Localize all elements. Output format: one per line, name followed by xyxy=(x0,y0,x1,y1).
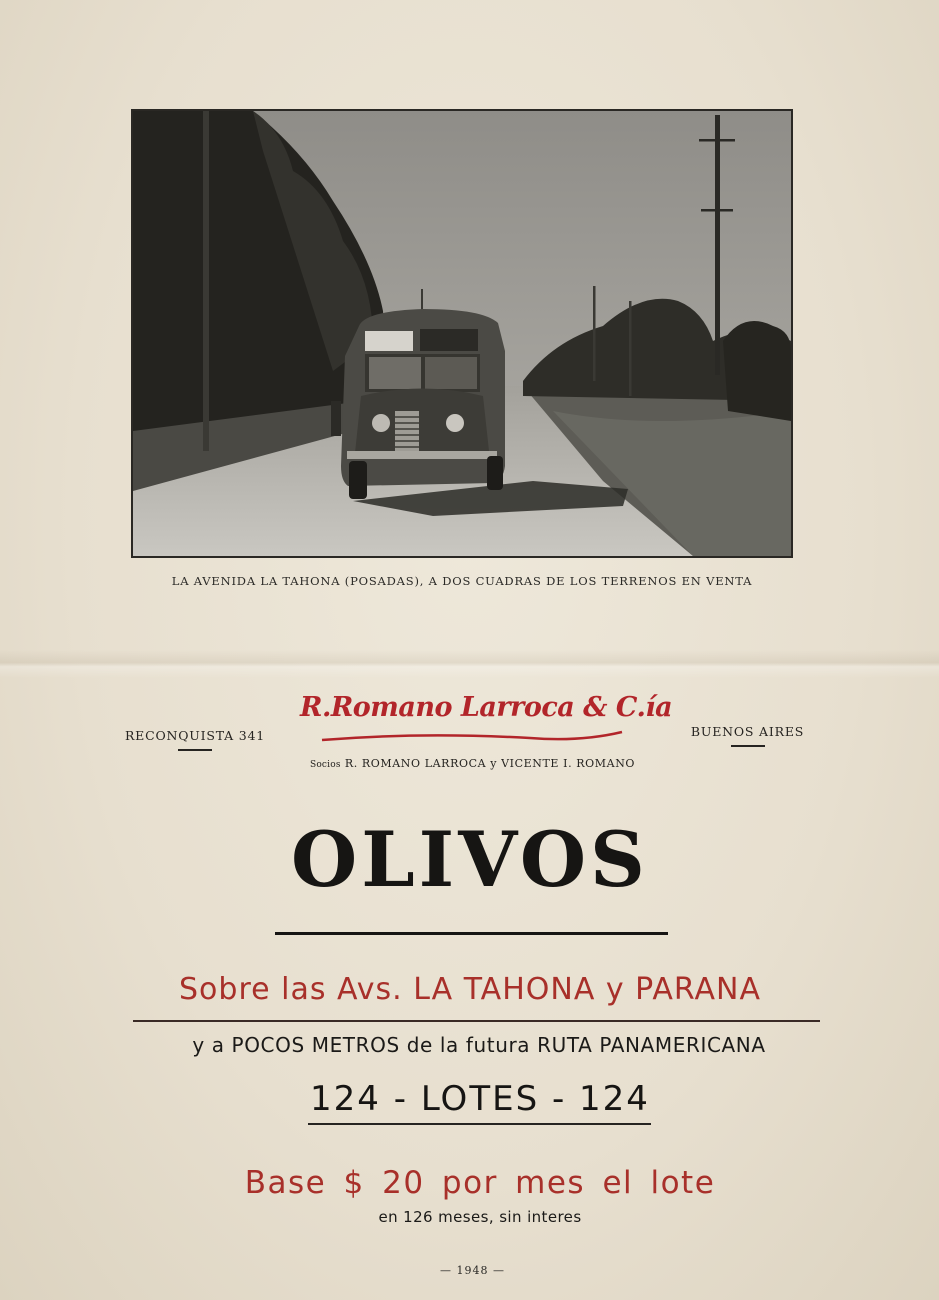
address-street-text: RECONQUISTA 341 xyxy=(124,728,266,743)
address-city-dash xyxy=(731,745,765,747)
main-title: OLIVOS xyxy=(291,815,649,904)
price-line: Base $ 20 por mes el lote xyxy=(244,1165,716,1201)
location-underline xyxy=(133,1020,820,1022)
payment-terms: en 126 meses, sin interes xyxy=(378,1208,582,1226)
lots-underline xyxy=(308,1123,651,1125)
address-city-text: BUENOS AIRES xyxy=(690,724,805,739)
bus-photograph xyxy=(131,109,793,558)
paper-fold xyxy=(0,650,939,678)
company-logo xyxy=(300,688,673,748)
year-footer: — 1948 — xyxy=(440,1264,505,1277)
partners-names: R. ROMANO LARROCA y VICENTE I. ROMANO xyxy=(344,757,636,770)
company-logo-text: R.Romano Larroca & C.ía xyxy=(300,692,673,723)
logo-underline-swash xyxy=(300,688,673,748)
address-street-dash xyxy=(178,749,212,751)
highway-line: y a POCOS METROS de la futura RUTA PANAMERICANA xyxy=(192,1033,766,1057)
location-line: Sobre las Avs. LA TAHONA y PARANA xyxy=(179,972,761,1007)
partners-prefix: Socios xyxy=(309,760,341,770)
photo-caption: LA AVENIDA LA TAHONA (POSADAS), A DOS CUADRAS DE LOS TERRENOS EN VENTA xyxy=(171,574,753,588)
address-street xyxy=(120,728,270,751)
main-title-underline xyxy=(275,932,668,935)
lots-count: 124 - LOTES - 124 xyxy=(310,1079,650,1119)
partners-line xyxy=(270,757,675,770)
address-city xyxy=(680,724,815,747)
